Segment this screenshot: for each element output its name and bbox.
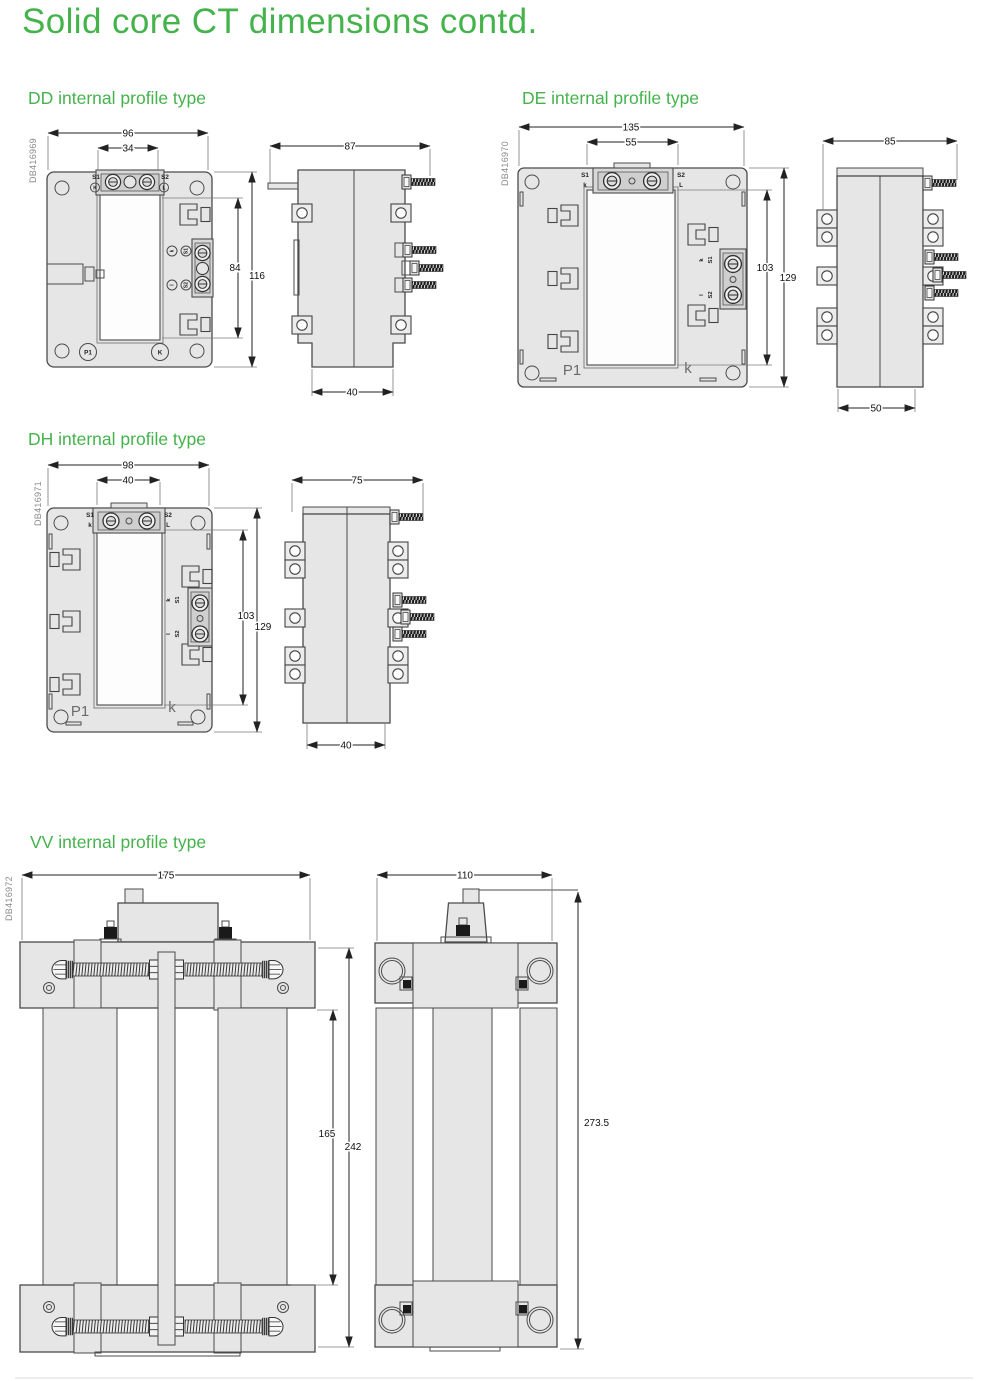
svg-text:40: 40: [122, 475, 134, 487]
dh-top-terminal-block: [93, 503, 165, 533]
svg-text:273.5: 273.5: [584, 1118, 610, 1129]
section-heading-dh: DH internal profile type: [28, 429, 206, 449]
dd-label-k2: K: [157, 349, 163, 357]
section-heading-dd: DD internal profile type: [28, 88, 206, 108]
dh-rot-s2: S2: [175, 630, 181, 638]
vv-cap-stub: [125, 889, 143, 903]
dh-rot-k: k: [166, 598, 172, 602]
drawing-ref-dd: DB416969: [28, 138, 38, 183]
drawing-ref-de: DB416970: [500, 141, 510, 186]
dh-side-terminal-strip: [188, 588, 212, 646]
dh-label-k: k: [88, 522, 92, 529]
svg-text:242: 242: [344, 1142, 362, 1153]
dh-rot-s1: S1: [175, 596, 181, 604]
svg-text:87: 87: [344, 141, 356, 153]
svg-text:40: 40: [340, 740, 352, 752]
svg-text:129: 129: [779, 273, 797, 284]
svg-text:103: 103: [756, 263, 774, 274]
dd-front-view: [47, 129, 265, 368]
de-label-k: k: [583, 182, 587, 189]
de-window-opening: [587, 190, 675, 365]
de-front-view: [518, 123, 797, 388]
drawing-ref-vv: DB416972: [4, 876, 14, 921]
vv-front-view: [20, 871, 362, 1357]
de-side-view: [817, 137, 966, 415]
svg-text:85: 85: [884, 136, 896, 148]
vv-left-column: [43, 1008, 117, 1285]
page-title: Solid core CT dimensions contd.: [22, 2, 538, 41]
de-label-p1: P1: [562, 362, 582, 379]
svg-text:S1: S1: [183, 247, 190, 255]
de-label-s2: S2: [677, 172, 685, 179]
de-rot-s1: S1: [708, 256, 714, 264]
vv-center-bar: [158, 952, 175, 1345]
page-bottom-crop-line: [15, 1377, 973, 1379]
dh-side-view: [285, 476, 434, 752]
dh-window-opening: [97, 530, 162, 705]
dh-label-s2: S2: [164, 512, 172, 519]
de-label-k2: k: [684, 360, 692, 377]
svg-text:40: 40: [346, 387, 358, 399]
de-rot-k: k: [699, 258, 705, 262]
svg-text:116: 116: [249, 271, 265, 282]
svg-text:k: k: [169, 249, 176, 253]
de-rot-l: l: [699, 294, 705, 296]
svg-text:175: 175: [157, 870, 175, 882]
dd-side-view: [268, 142, 443, 399]
dd-window-opening: [100, 194, 160, 340]
svg-text:110: 110: [457, 870, 473, 882]
dd-label-l-circled: L: [162, 185, 166, 192]
dh-front-view: [47, 461, 272, 733]
de-side-terminal-strip: [720, 249, 746, 309]
drawing-ref-dh: DB416971: [33, 481, 43, 526]
section-heading-de: DE internal profile type: [522, 88, 700, 108]
dd-label-s2: S2: [161, 174, 169, 181]
vv-side-cap: [445, 903, 487, 942]
svg-text:98: 98: [122, 460, 134, 472]
dh-label-l: L: [166, 522, 170, 529]
dh-rot-l: l: [166, 633, 172, 635]
svg-text:129: 129: [254, 622, 272, 633]
de-top-terminal-block: [593, 163, 673, 193]
dd-side-top-terminal: [402, 175, 435, 189]
de-side-top-terminal: [923, 176, 956, 190]
dd-label-s1: S1: [92, 174, 100, 181]
dh-side-top-terminal: [390, 510, 423, 524]
dd-side-tab: [268, 183, 298, 189]
svg-text:135: 135: [622, 122, 640, 134]
svg-text:165: 165: [318, 1129, 336, 1140]
svg-text:75: 75: [351, 475, 363, 487]
svg-text:34: 34: [122, 143, 134, 155]
de-rot-s2: S2: [708, 291, 714, 299]
dh-label-s1: S1: [86, 512, 94, 519]
svg-text:50: 50: [870, 403, 882, 415]
dd-label-k-circled: K: [93, 185, 97, 192]
vv-cap-body: [118, 903, 218, 942]
dd-label-p1: P1: [84, 349, 92, 357]
de-label-s1: S1: [581, 172, 589, 179]
vv-right-column: [218, 1008, 287, 1285]
dh-label-p1: P1: [70, 703, 90, 720]
vv-side-view: [375, 871, 609, 1352]
svg-text:84: 84: [229, 263, 241, 274]
dd-side-terminal-strip: [192, 239, 213, 297]
svg-text:S2: S2: [183, 281, 190, 289]
de-label-l: L: [679, 182, 683, 189]
dh-label-k2: k: [168, 699, 176, 716]
svg-text:96: 96: [122, 128, 134, 140]
svg-text:55: 55: [625, 137, 637, 149]
section-heading-vv: VV internal profile type: [30, 832, 207, 852]
svg-text:103: 103: [237, 611, 255, 622]
vv-side-cap-stub: [463, 889, 479, 903]
dd-top-terminal-block: [96, 170, 164, 195]
svg-text:l: l: [169, 284, 176, 286]
